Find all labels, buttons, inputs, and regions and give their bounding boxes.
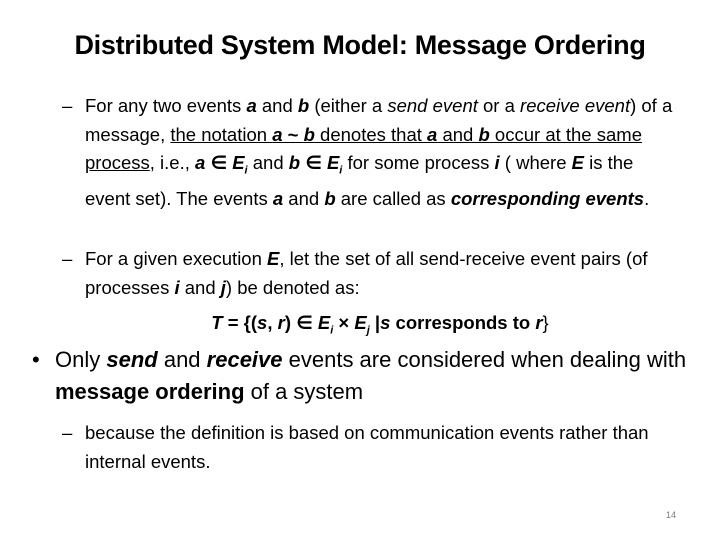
sub-bullet-text (62, 92, 682, 214)
bullet-dot: • (32, 347, 40, 372)
var-b: b (297, 95, 310, 116)
subscript-i: i (330, 324, 334, 337)
text-run: occur at the same process (85, 123, 642, 173)
text-run: ) of a message, (85, 95, 673, 145)
var-r: r (277, 312, 285, 333)
text-run: the notation (170, 123, 273, 145)
sub-bullet-send-receive-pairs (62, 245, 682, 302)
text-run: ( where (499, 152, 572, 173)
text-run: are called as (335, 188, 451, 210)
subscript-i: i (339, 164, 343, 177)
text-run: ) be denoted as: (225, 276, 360, 298)
text-run: For any two events (85, 95, 247, 116)
text-run: for some process (342, 152, 495, 173)
var-s: s (257, 312, 268, 333)
text-run: . (644, 188, 650, 210)
formula-part: ) (284, 312, 291, 333)
text-run: , let the set of all send-receive event pairs (of processes (85, 248, 648, 298)
slide-title: Distributed System Model: Message Ordering (74, 30, 646, 60)
corresponding-events-term: corresponding events (450, 188, 645, 210)
text-run: Only (55, 347, 107, 372)
text-run: or a (477, 95, 521, 116)
text-run: denotes that (314, 123, 428, 145)
var-j: j (220, 276, 226, 298)
element-of-symbol: ∈ (290, 312, 318, 333)
formula-part: , (267, 312, 278, 333)
times-symbol: × (333, 312, 355, 333)
var-b: b (324, 188, 336, 210)
text-run: events are considered when dealing with (282, 347, 687, 372)
element-of-symbol: ∈ (205, 152, 233, 173)
var-s: s (380, 312, 391, 333)
var-b: b (303, 123, 315, 145)
message-ordering-term: message ordering (55, 379, 245, 404)
dash-marker: – (62, 95, 73, 116)
formula-part: } (542, 312, 549, 333)
sub-bullet-text: because the definition is based on communication events rather than internal events. (85, 422, 649, 472)
sub-bullet-communication-events (62, 419, 662, 476)
var-E: E (267, 248, 280, 269)
receive-term: receive (206, 347, 283, 372)
text-run: and (283, 188, 325, 210)
var-i: i (494, 152, 500, 173)
var-a: a (427, 123, 438, 145)
var-a: a (195, 152, 206, 173)
send-event-term: send event (387, 95, 478, 116)
var-a: a (246, 95, 257, 116)
formula-part: corresponds to (390, 312, 536, 333)
text-run: of a system (244, 379, 364, 404)
var-T: T (211, 312, 223, 333)
sub-bullet-text (62, 245, 682, 302)
var-E: E (232, 152, 245, 173)
text-run: and (247, 152, 289, 173)
var-b: b (478, 123, 490, 145)
var-i: i (174, 276, 180, 298)
bullet-message-ordering (32, 344, 692, 408)
var-E: E (317, 312, 331, 333)
text-run: and (256, 95, 298, 116)
var-E: E (326, 152, 340, 173)
send-term: send (106, 347, 158, 372)
sub-bullet-corresponding-events (62, 92, 682, 214)
tilde-symbol: ~ (282, 123, 304, 145)
receive-event-term: receive event (520, 95, 631, 116)
page-number: 14 (665, 510, 676, 520)
var-b: b (288, 152, 301, 173)
text-run: is the event set). The events (85, 152, 634, 210)
formula-part: = {( (222, 312, 258, 333)
text-run: and (157, 347, 207, 372)
bullet-text (32, 344, 692, 408)
var-r: r (535, 312, 543, 333)
var-a: a (272, 188, 284, 210)
dash-marker: – (62, 422, 73, 443)
var-a: a (272, 123, 283, 145)
dash-marker: – (62, 248, 73, 269)
set-definition-formula (0, 309, 720, 345)
text-run: For a given execution (85, 248, 268, 269)
text-run: , i.e., (149, 152, 196, 173)
subscript-i: i (244, 164, 248, 177)
formula-part: | (369, 312, 381, 333)
text-run: and (437, 123, 479, 145)
var-E: E (354, 312, 367, 333)
subscript-j: j (366, 324, 370, 337)
text-run: (either a (309, 95, 388, 116)
var-E: E (571, 152, 584, 173)
element-of-symbol: ∈ (300, 152, 327, 173)
text-run: and (179, 276, 221, 298)
